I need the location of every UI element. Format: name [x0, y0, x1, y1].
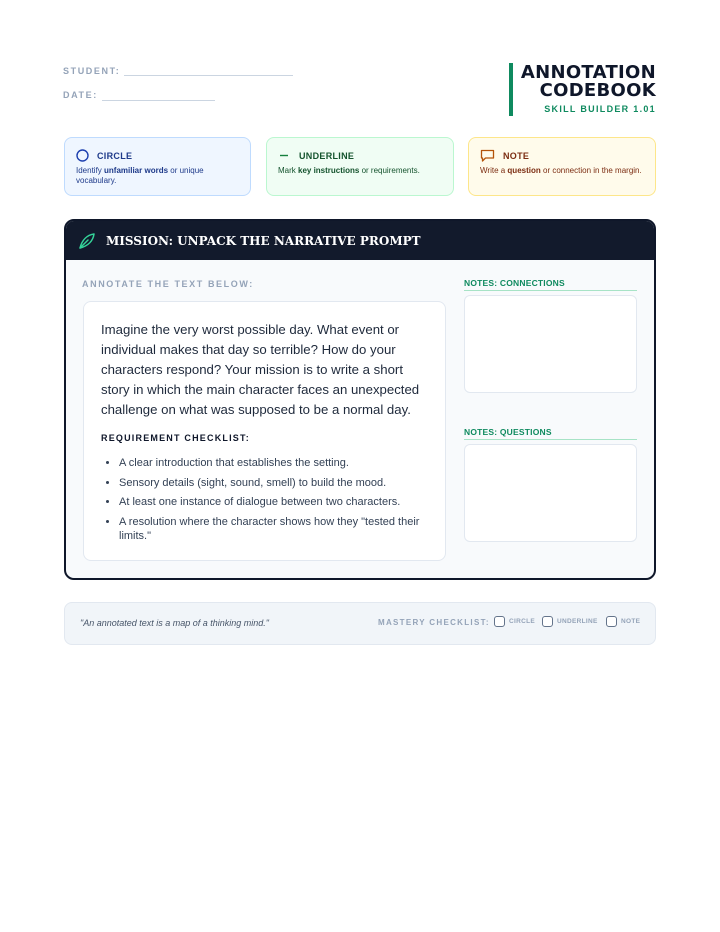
prompt-card[interactable]	[83, 301, 446, 561]
checkbox-icon[interactable]	[542, 616, 553, 627]
list-item: • At least one instance of dialogue between two characters.	[119, 495, 428, 509]
list-item: • A resolution where the character shows how they "tested their limits."	[119, 515, 428, 543]
annotate-label: ANNOTATE THE TEXT BELOW:	[82, 279, 254, 289]
legend-circle-title: CIRCLE	[97, 150, 133, 161]
underline-icon	[278, 149, 291, 162]
circle-icon	[76, 149, 89, 162]
list-item: • Sensory details (sight, sound, smell) to build the mood.	[119, 476, 428, 490]
page-subtitle: SKILL BUILDER 1.01	[544, 104, 656, 114]
notes-connections-label: NOTES: CONNECTIONS	[464, 278, 637, 291]
date-line[interactable]	[102, 100, 215, 101]
legend-note-title: NOTE	[503, 150, 530, 161]
mastery-checkbox-circle[interactable]: CIRCLE	[494, 616, 535, 627]
note-icon	[480, 149, 495, 162]
notes-questions-label: NOTES: QUESTIONS	[464, 427, 637, 440]
checkbox-icon[interactable]	[606, 616, 617, 627]
mastery-checkbox-underline[interactable]: UNDERLINE	[542, 616, 598, 627]
requirement-list	[101, 456, 428, 543]
page-title-line1: ANNOTATION	[520, 62, 656, 83]
legend-underline-title: UNDERLINE	[299, 150, 355, 161]
notes-connections-box[interactable]	[464, 295, 637, 393]
student-name-line[interactable]	[124, 75, 293, 76]
notes-questions-box[interactable]	[464, 444, 637, 542]
student-label: STUDENT:	[63, 66, 121, 76]
requirement-checklist-label: REQUIREMENT CHECKLIST:	[101, 433, 250, 443]
title-accent-bar	[509, 63, 513, 116]
mission-header	[66, 221, 654, 260]
legend-note-desc: Write a question or connection in the margin.	[480, 166, 642, 175]
legend-underline-desc: Mark key instructions or requirements.	[278, 166, 420, 175]
mastery-checklist-label: MASTERY CHECKLIST:	[378, 618, 490, 627]
legend-card-circle	[64, 137, 251, 196]
mastery-checkbox-note[interactable]: NOTE	[606, 616, 640, 627]
date-label: DATE:	[63, 90, 98, 100]
legend-card-underline	[266, 137, 454, 196]
list-item: • A clear introduction that establishes the setting.	[119, 456, 428, 470]
quill-icon	[77, 231, 97, 251]
legend-card-note	[468, 137, 656, 196]
mission-title: MISSION: UNPACK THE NARRATIVE PROMPT	[106, 233, 421, 248]
prompt-text[interactable]: Imagine the very worst possible day. What event or individual makes that day so terrible? How do your characters respond? Your mission is to write a short story in which the main character faces an unexpected challenge on what was supposed to be a normal day.	[101, 322, 420, 417]
page-title-line2: CODEBOOK	[539, 80, 656, 101]
checkbox-icon[interactable]	[494, 616, 505, 627]
legend-circle-desc: Identify unfamiliar words or unique vocabulary.	[76, 166, 204, 185]
footer-quote: "An annotated text is a map of a thinking mind."	[80, 618, 269, 628]
